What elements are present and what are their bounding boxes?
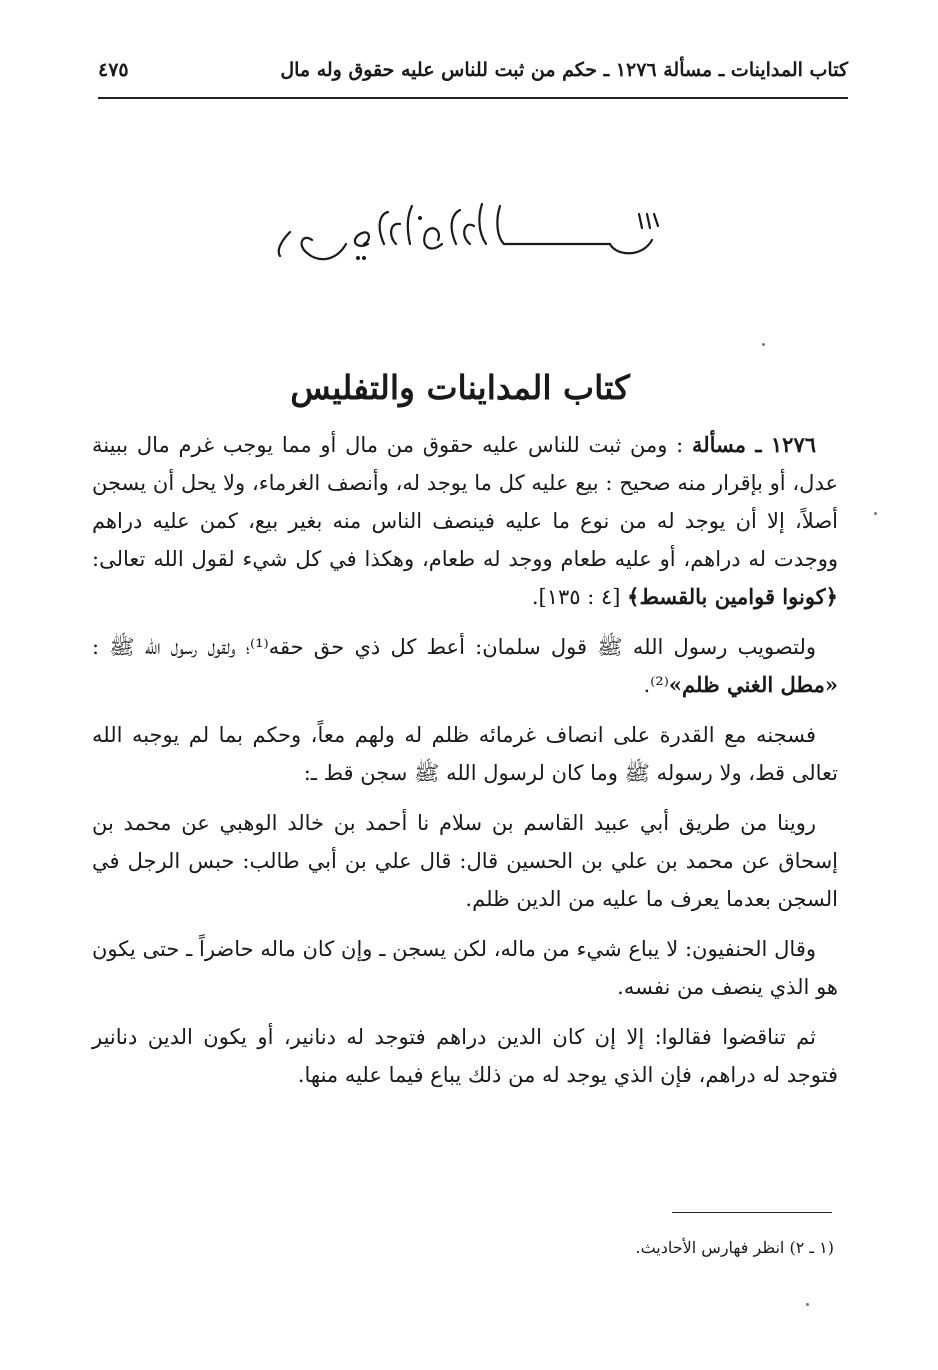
body-text [92, 426, 838, 1106]
paragraph-issue-1276 [92, 426, 838, 616]
header-rule [98, 97, 848, 99]
scan-speck [874, 512, 877, 515]
footnote: (١ ـ ٢) انظر فهارس الأحاديث. [635, 1238, 834, 1257]
paragraph-contradiction: ثم تناقضوا فقالوا: إلا إن كان الدين دراهم فتوجد له دنانير، أو يكون الدين دنانير فتوجد له دراهم، فإن الذي يوجد له من ذلك يباع فيما عليه منها. [92, 1025, 838, 1087]
basmala-calligraphy-mark [260, 196, 680, 276]
footnote-marker: ⁽²⁾. [643, 673, 669, 697]
paragraph-salman [92, 628, 838, 704]
quran-reference: [٤ : ١٣٥]. [531, 585, 628, 609]
paragraph-narration: روينا من طريق أبي عبيد القاسم بن سلام نا أحمد بن خالد الوهبي عن محمد بن إسحاق عن محمد بن علي بن الحسين قال: قال علي بن أبي طالب: حبس الرجل في السجن بعدما يعرف ما عليه من الدين ظلم. [92, 811, 838, 911]
issue-text: : ومن ثبت للناس عليه حقوق من مال أو مما يوجب غرم مال ببينة عدل، أو بإقرار منه صحيح : بيع عليه كل ما يوجد له، وأنصف الغرماء، ولا يحل أن يسجن أصلاً، إلا أن يوجد له من نوع ما عليه فينصف الناس منه بغير بيع، كمن عليه دراهم ووجدت له دراهم، أو عليه طعام ووجد له طعام، وهكذا في كل شيء لقول الله تعالى: [92, 433, 838, 571]
basmala-calligraphy [260, 196, 680, 276]
hadith-quote: «مطل الغني ظلم» [668, 672, 838, 697]
chapter-title: كتاب المداينات والتفليس [290, 368, 630, 407]
running-head [98, 52, 848, 88]
running-title: كتاب المداينات ـ مسألة ١٢٧٦ ـ حكم من ثبت للناس عليه حقوق وله مال [280, 59, 848, 81]
paragraph-imprisonment: فسجنه مع القدرة على انصاف غرمائه ظلم له ولهم معاً، وحكم بما لم يوجبه الله تعالى قط، ولا رسوله ﷺ وما كان لرسول الله ﷺ سجن قط ـ: [92, 723, 838, 785]
scan-speck [762, 343, 765, 346]
issue-label: ١٢٧٦ ـ مسألة [691, 432, 817, 457]
footnote-rule [672, 1212, 832, 1213]
paragraph-hanafi-view: وقال الحنفيون: لا يباع شيء من ماله، لكن يسجن ـ وإن كان ماله حاضراً ـ حتى يكون هو الذي ينصف من نفسه. [92, 937, 838, 999]
scan-speck [806, 1303, 809, 1306]
page-number: ٤٧٥ [98, 59, 129, 81]
quran-quote: ﴿كونوا قوامين بالقسط﴾ [627, 584, 838, 609]
salman-text: ولتصويب رسول الله ﷺ قول سلمان: أعط كل ذي حق حقه⁽¹⁾؛ ولقول رسول الله ﷺ : [92, 635, 816, 659]
